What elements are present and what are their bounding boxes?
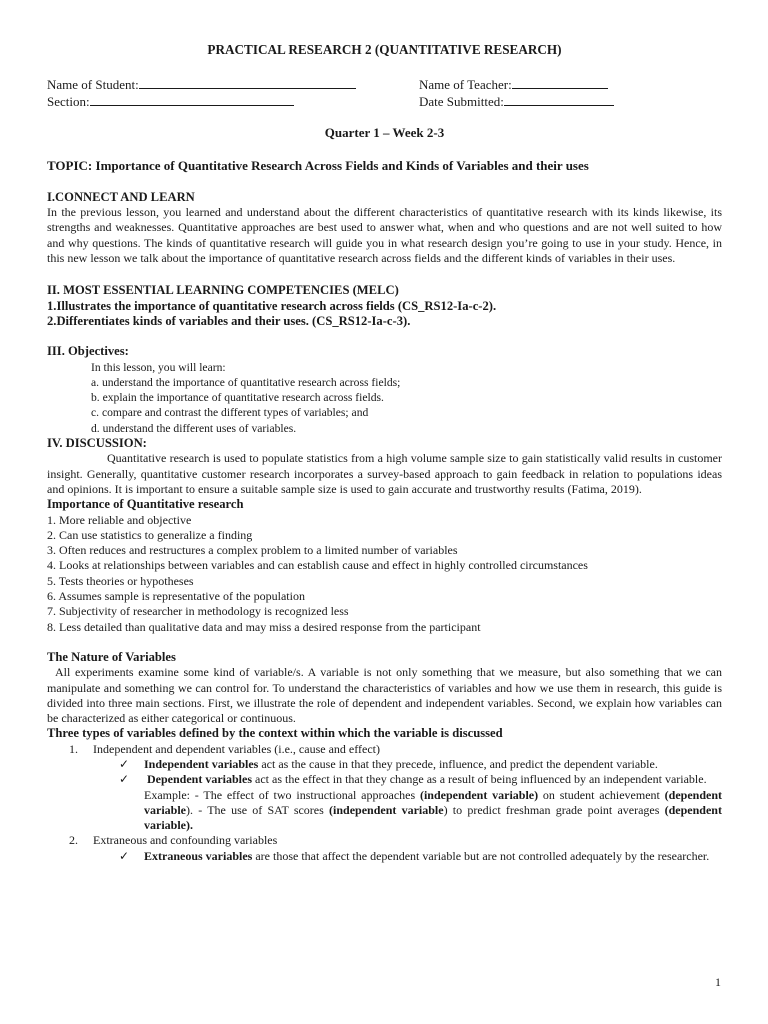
extraneous-variables-definition: are those that affect the dependent variable but are not controlled adequately by the researcher. bbox=[252, 848, 710, 863]
variable-type-number: 1. bbox=[69, 741, 78, 756]
page-number: 1 bbox=[715, 975, 721, 989]
extraneous-variables-term: Extraneous variables bbox=[144, 848, 253, 863]
variable-type-label: Extraneous and confounding variables bbox=[93, 833, 278, 848]
checkmark-icon: ✓ bbox=[119, 772, 130, 787]
list-item: 4. Looks at relationships between variables and can establish cause and effect in highly controlled circumstances bbox=[47, 558, 588, 573]
objective-item: d. understand the different uses of variables. bbox=[91, 421, 297, 435]
independent-variables-term: Independent variables bbox=[144, 756, 259, 771]
example-text: ) to predict freshman grade point averages bbox=[443, 802, 665, 817]
melc-item: 2.Differentiates kinds of variables and their uses. (CS_RS12-Ia-c-3). bbox=[47, 313, 411, 328]
list-item: 6. Assumes sample is representative of the population bbox=[47, 589, 305, 604]
independent-variables-definition: act as the cause in that they precede, influence, and predict the dependent variable. bbox=[258, 756, 658, 771]
melc-section bbox=[47, 283, 722, 329]
discussion-paragraph: Quantitative research is used to populate statistics from a high volume sample size to gain statistically valid results in customer insight. Generally, quantitative customer research incorporates a survey-based approach to gain feedback in relation to populations ideas and opinions. It is important to ensure a suitable sample size is used to gain accurate and trustworthy results (Fatima, 2019). bbox=[47, 451, 722, 496]
variable-type-number: 2. bbox=[69, 833, 78, 848]
list-item: 2. Can use statistics to generalize a finding bbox=[47, 527, 253, 542]
melc-heading: II. MOST ESSENTIAL LEARNING COMPETENCIES (MELC) bbox=[47, 283, 399, 298]
objectives-section bbox=[47, 344, 722, 436]
list-item: 7. Subjectivity of researcher in methodology is recognized less bbox=[47, 604, 349, 619]
extraneous-variables-bullet bbox=[47, 849, 722, 864]
objectives-list bbox=[91, 360, 722, 436]
teacher-name-blank[interactable] bbox=[512, 76, 608, 89]
checkmark-icon: ✓ bbox=[119, 848, 130, 863]
student-name-label: Name of Student: bbox=[47, 77, 139, 93]
date-submitted-blank[interactable] bbox=[504, 93, 614, 106]
variable-type-item bbox=[69, 742, 722, 757]
list-item: 3. Often reduces and restructures a complex problem to a limited number of variables bbox=[47, 543, 458, 558]
date-submitted-label: Date Submitted: bbox=[419, 94, 504, 110]
student-name-blank[interactable] bbox=[139, 76, 356, 89]
example-text: ). - The use of SAT scores bbox=[186, 802, 330, 817]
example-text: Example: - The effect of two instructional approaches bbox=[144, 787, 420, 802]
nature-heading: The Nature of Variables bbox=[47, 649, 176, 664]
section-blank[interactable] bbox=[90, 93, 294, 106]
list-item: 5. Tests theories or hypotheses bbox=[47, 573, 194, 588]
objectives-intro: In this lesson, you will learn: bbox=[91, 360, 226, 374]
list-item: 1. More reliable and objective bbox=[47, 512, 192, 527]
dependent-variables-definition: act as the effect in that they change as a result of being influenced by an independent variable. bbox=[252, 772, 707, 787]
example-paragraph bbox=[47, 788, 722, 834]
nature-of-variables-section bbox=[47, 650, 722, 864]
variable-type-item bbox=[69, 833, 722, 848]
date-submitted-field[interactable] bbox=[419, 93, 614, 110]
teacher-name-field[interactable] bbox=[419, 76, 608, 93]
variable-types-heading: Three types of variables defined by the context within which the variable is discussed bbox=[47, 726, 503, 741]
header-fields bbox=[47, 76, 722, 110]
connect-paragraph: In the previous lesson, you learned and understand about the different characteristics of quantitative research with its kinds likewise, its strengths and weaknesses. Quantitative approaches are best used to answer what, when and who questions and are not well suited to how and why questions. The kinds of quantitative research will guide you in what research design you’re going to use in your study. Hence, in this new lesson we talk about the importance of quantitative research across fields and the different kinds of variables in their uses. bbox=[47, 205, 722, 266]
example-emphasis: (independent variable) bbox=[419, 787, 539, 802]
discussion-heading: IV. DISCUSSION: bbox=[47, 436, 147, 451]
variable-type-label: Independent and dependent variables (i.e., cause and effect) bbox=[93, 741, 380, 756]
example-emphasis: (dependent variable). bbox=[144, 802, 722, 833]
document-page bbox=[47, 42, 722, 864]
nature-paragraph: All experiments examine some kind of variable/s. A variable is not only something that we measure, but also something that we can manipulate and something we can control for. To understand the characteristics of variables and how we use them in research, this guide is divided into three main sections. First, we illustrate the role of dependent and independent variables. Second, we explain how variables can be characterized as either categorical or continuous. bbox=[47, 665, 722, 726]
importance-list bbox=[47, 513, 722, 635]
objective-item: c. compare and contrast the different types of variables; and bbox=[91, 406, 369, 420]
document-title: PRACTICAL RESEARCH 2 (QUANTITATIVE RESEARCH) bbox=[207, 42, 562, 57]
teacher-name-label: Name of Teacher: bbox=[419, 77, 512, 93]
topic-heading: TOPIC: Importance of Quantitative Research Across Fields and Kinds of Variables and their uses bbox=[47, 157, 589, 173]
example-emphasis: (independent variable bbox=[329, 802, 444, 817]
dependent-variables-term: Dependent variables bbox=[147, 772, 252, 787]
objective-item: a. understand the importance of quantitative research across fields; bbox=[91, 375, 401, 389]
discussion-section bbox=[47, 436, 722, 635]
quarter-heading: Quarter 1 – Week 2-3 bbox=[324, 125, 445, 141]
objective-item: b. explain the importance of quantitative research across fields. bbox=[91, 391, 384, 405]
example-text: on student achievement bbox=[538, 787, 665, 802]
melc-item: 1.Illustrates the importance of quantitative research across fields (CS_RS12-Ia-c-2). bbox=[47, 298, 497, 313]
independent-variables-bullet bbox=[47, 757, 722, 772]
student-name-field[interactable] bbox=[47, 76, 356, 93]
list-item: 8. Less detailed than qualitative data and may miss a desired response from the participant bbox=[47, 619, 481, 634]
section-label: Section: bbox=[47, 94, 90, 110]
connect-section bbox=[47, 190, 722, 266]
checkmark-icon: ✓ bbox=[119, 756, 130, 771]
connect-heading: I.CONNECT AND LEARN bbox=[47, 189, 195, 204]
importance-heading: Importance of Quantitative research bbox=[47, 497, 244, 512]
dependent-variables-bullet bbox=[47, 772, 722, 787]
section-field[interactable] bbox=[47, 93, 294, 110]
example-emphasis: (dependent variable bbox=[144, 787, 723, 817]
objectives-heading: III. Objectives: bbox=[47, 344, 129, 359]
